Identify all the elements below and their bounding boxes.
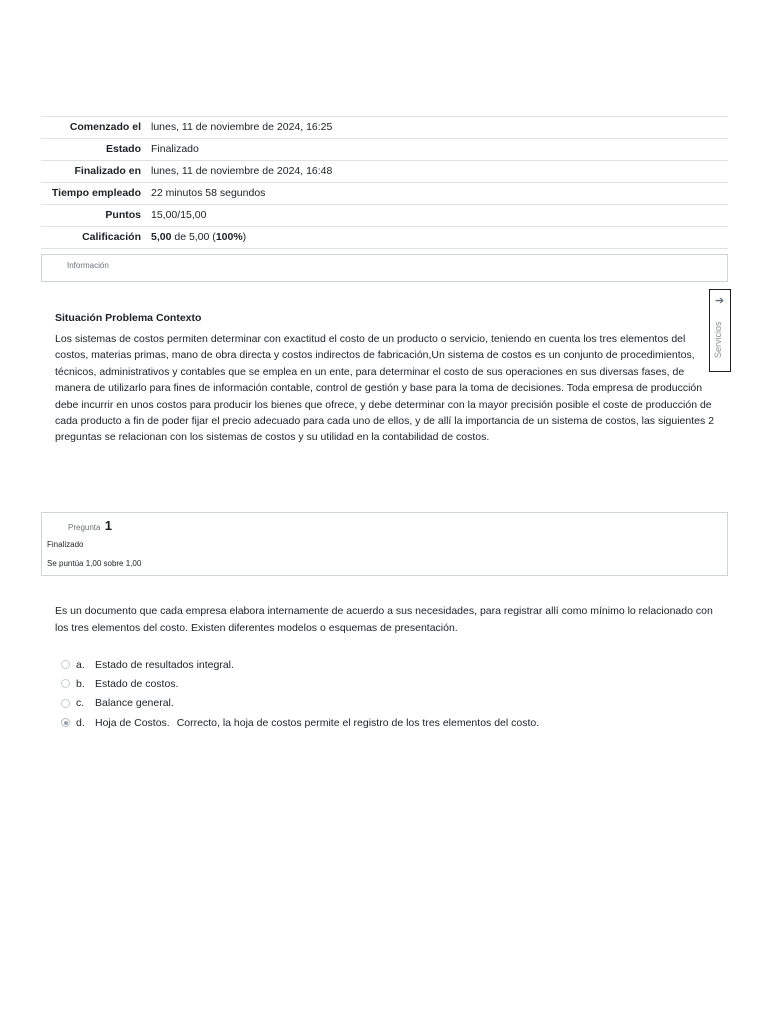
summary-value: lunes, 11 de noviembre de 2024, 16:48: [151, 165, 333, 177]
summary-row-started: [41, 117, 728, 139]
grade-percent: 100%: [215, 231, 243, 243]
answer-letter: a.: [76, 658, 85, 671]
radio-button[interactable]: [61, 679, 70, 688]
answer-letter: d.: [76, 716, 85, 729]
answer-option-a[interactable]: [61, 655, 721, 674]
grade-close: ): [242, 231, 247, 243]
summary-label: Estado: [105, 143, 141, 155]
information-label: Información: [67, 261, 109, 270]
arrow-right-icon: ➔: [715, 295, 725, 307]
summary-row-time-taken: [41, 183, 728, 205]
question-grade: Se puntúa 1,00 sobre 1,00: [47, 559, 142, 568]
summary-row-points: [41, 205, 728, 227]
services-tab[interactable]: [709, 289, 731, 372]
context-block: [55, 310, 715, 446]
answer-text: Estado de resultados integral.: [95, 658, 234, 671]
answer-text: Estado de costos.: [95, 677, 179, 690]
summary-value: 15,00/15,00: [151, 209, 207, 221]
question-state: Finalizado: [47, 540, 84, 549]
summary-label: Puntos: [105, 209, 141, 221]
answer-option-d[interactable]: [61, 713, 721, 732]
question-info-box: [41, 512, 728, 576]
summary-row-grade: [41, 227, 728, 249]
answer-letter: b.: [76, 677, 85, 690]
context-title: Situación Problema Contexto: [55, 312, 202, 324]
radio-button[interactable]: [61, 660, 70, 669]
summary-value: 22 minutos 58 segundos: [151, 187, 266, 199]
summary-label: Comenzado el: [69, 121, 141, 133]
summary-value: lunes, 11 de noviembre de 2024, 16:25: [151, 121, 333, 133]
grade-score: 5,00: [151, 231, 172, 243]
grade-of-text: de 5,00 (: [171, 231, 216, 243]
radio-button-selected[interactable]: [61, 718, 70, 727]
answer-list: [61, 655, 721, 732]
answer-option-c[interactable]: [61, 694, 721, 713]
summary-value: Finalizado: [151, 143, 199, 155]
answer-option-b[interactable]: [61, 674, 721, 693]
question-text: Es un documento que cada empresa elabora internamente de acuerdo a sus necesidades, para registrar allí como mínimo lo relacionado con los tres elementos del costo. Existen diferentes modelos o esquemas de presentación.: [55, 605, 713, 634]
services-label: Servicios: [713, 321, 723, 358]
question-number-value: 1: [104, 518, 112, 533]
question-number: [68, 518, 112, 533]
summary-label: Tiempo empleado: [51, 187, 141, 199]
context-body: Los sistemas de costos permiten determinar con exactitud el costo de un producto o servicio, teniendo en cuenta los tres elementos del costos, materias primas, mano de obra directa y costos indirectos de fabricación,Un sistema de costos es un conjunto de procedimientos, técnicos, administrativos y contables que se emplea en un ente, para determinar el costo de sus operaciones en sus diversas fases, de manera de utilizarlo para fines de información contable, control de gestión y base para la toma de decisiones. Toda empresa de producción debe incurrir en unos costos para producir los bienes que ofrece, y debe determinar con la mayor precisión posible el coste de producción de cada producto a fin de poder fijar el precio adecuado para cada uno de ellos, y de allí la importancia de un sistema de costos, las siguientes 2 preguntas se relacionan con los sistemas de costos y su utilidad en la contabilidad de costos.: [55, 333, 714, 444]
attempt-summary-table: [41, 116, 728, 249]
radio-button[interactable]: [61, 699, 70, 708]
answer-text: Hoja de Costos.: [95, 716, 170, 729]
question-prefix: Pregunta: [68, 523, 101, 532]
information-box: [41, 254, 728, 282]
answer-text: Balance general.: [95, 697, 174, 710]
summary-label: Calificación: [82, 231, 141, 243]
summary-row-finished: [41, 161, 728, 183]
summary-value: [146, 227, 728, 249]
summary-row-state: [41, 139, 728, 161]
summary-label: Finalizado en: [74, 165, 141, 177]
answer-feedback: Correcto, la hoja de costos permite el registro de los tres elementos del costo.: [176, 716, 540, 729]
answer-letter: c.: [76, 697, 85, 710]
